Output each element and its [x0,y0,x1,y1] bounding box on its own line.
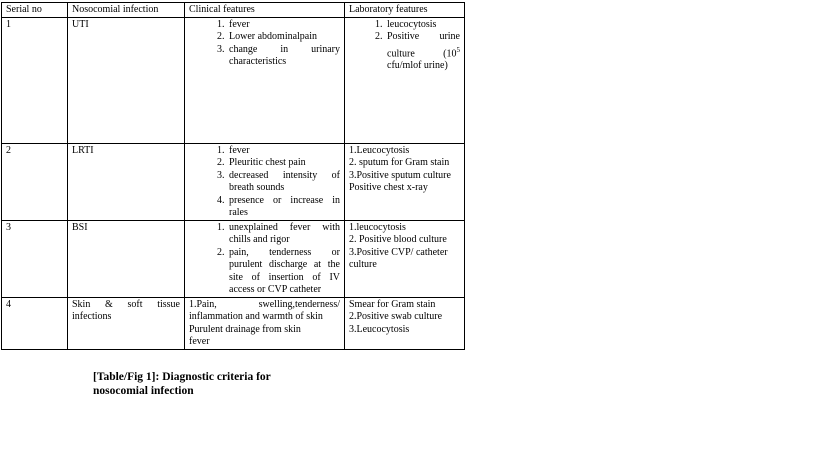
table-row [2,17,465,143]
figure-caption [93,370,271,398]
clinical-line: 1.Pain, swelling,tenderness/ inflammation and warmth of skin [189,298,340,322]
list-item: 2. Lower abdominalpain [227,31,340,44]
lab-line: 1.leucocytosis [349,221,406,233]
infection-cell: UTI [68,17,185,143]
clinical-cell [185,220,345,297]
lab-line: 2.Positive swab culture [349,311,443,322]
lab-line: 2. sputum for Gram stain [349,157,450,168]
list-item [385,31,460,73]
culture-text: Positive urine culture (10 [387,31,460,59]
lab-line: 3.Leucocytosis [349,323,410,335]
lab-line: Positive chest x-ray [349,182,428,193]
lab-line: 3.Positive CVP/ catheter culture [349,246,448,270]
list-item: 1. fever [227,19,340,32]
header-lab: Laboratory features [345,3,465,18]
lab-cell [345,220,465,297]
clinical-cell [185,297,345,349]
exponent: 5 [456,45,460,54]
list-item: 1. fever [227,145,340,158]
header-clinical: Clinical features [185,3,345,18]
serial-cell: 3 [2,220,68,297]
clinical-cell [185,17,345,143]
infection-cell: Skin & soft tissue infections [68,297,185,349]
list-item: 1. unexplained fever with chills and rigor [227,222,340,247]
lab-line: 3.Positive sputum culture [349,169,451,181]
clinical-line: fever [189,336,210,347]
list-item: 2. pain, tenderness or purulent discharge at the site of insertion of IV access or CVP catheter [227,247,340,297]
header-serial: Serial no [2,3,68,18]
serial-cell: 1 [2,17,68,143]
criteria-table [1,2,465,350]
lab-line: Smear for Gram stain [349,298,436,310]
infection-cell: BSI [68,220,185,297]
infection-cell: LRTI [68,143,185,220]
list-item: 3. decreased intensity of breath sounds [227,170,340,195]
serial-cell: 4 [2,297,68,349]
list-item: 2. Pleuritic chest pain [227,157,340,170]
serial-cell: 2 [2,143,68,220]
table-row [2,297,465,349]
caption-line: nosocomial infection [93,385,194,397]
table-row [2,220,465,297]
list-item: 1. leucocytosis [385,19,460,32]
list-item: 4. presence or increase in rales [227,195,340,220]
lab-cell [345,143,465,220]
list-item: 3. change in urinary characteristics [227,44,340,69]
clinical-line: Purulent drainage from skin [189,323,301,335]
clinical-cell [185,143,345,220]
caption-line: [Table/Fig 1]: Diagnostic criteria for [93,371,271,383]
header-infection: Nosocomial infection [68,3,185,18]
lab-line: 1.Leucocytosis [349,144,410,156]
lab-cell [345,17,465,143]
lab-line: 2. Positive blood culture [349,234,447,245]
table-row [2,143,465,220]
table-header-row [2,3,465,18]
culture-unit: cfu/mlof urine) [387,60,448,72]
lab-cell [345,297,465,349]
